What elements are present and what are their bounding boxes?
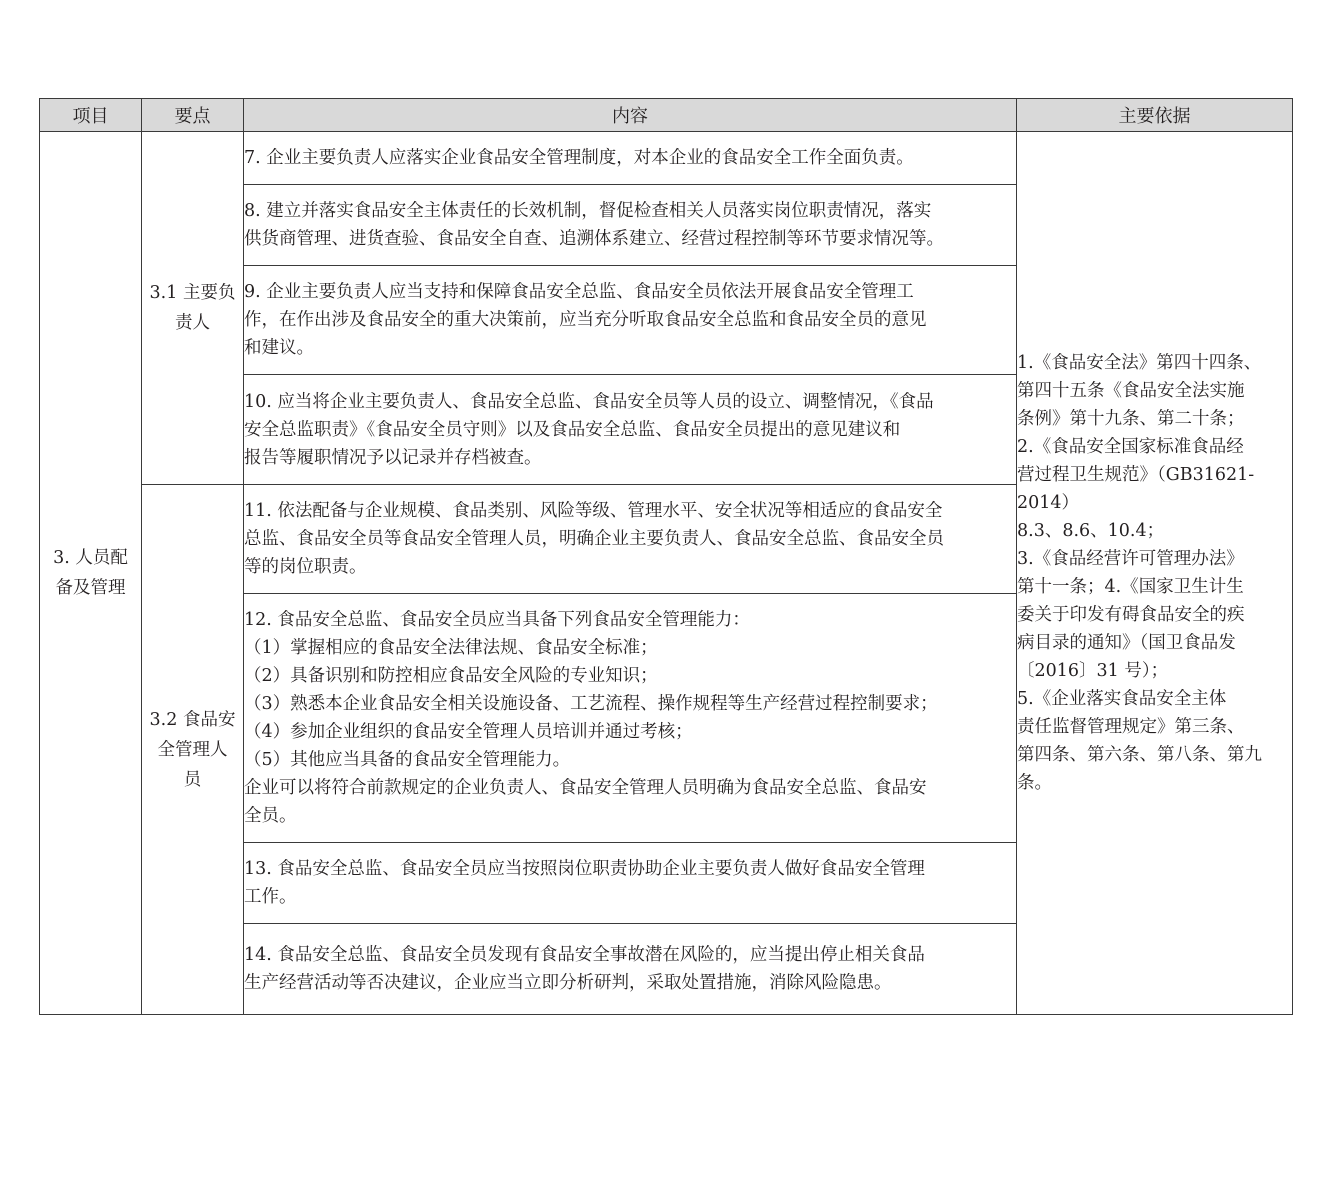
basis-line: 条。 <box>1017 773 1052 793</box>
header-basis: 主要依据 <box>1017 99 1293 132</box>
content-line: 等的岗位职责。 <box>244 557 367 577</box>
point-cell-3-1 <box>142 132 244 485</box>
item-line: 3. 人员配 <box>53 548 128 568</box>
basis-line: 1.《食品安全法》第四十四条、 <box>1017 353 1262 373</box>
point-line: 责人 <box>175 313 210 333</box>
content-line: 8. 建立并落实食品安全主体责任的长效机制，督促检查相关人员落实岗位职责情况，落实 <box>244 201 932 221</box>
basis-line: 营过程卫生规范》（GB31621- <box>1017 465 1255 485</box>
content-line: 工作。 <box>244 887 297 907</box>
basis-line: 2.《食品安全国家标准食品经 <box>1017 437 1244 457</box>
header-item: 项目 <box>40 99 142 132</box>
content-line: 10. 应当将企业主要负责人、食品安全总监、食品安全员等人员的设立、调整情况，《食品 <box>244 391 934 412</box>
content-line: 报告等履职情况予以记录并存档被查。 <box>244 447 542 468</box>
basis-cell <box>1017 132 1293 1015</box>
basis-line: 2014） <box>1017 493 1080 513</box>
content-line: 生产经营活动等否决建议，企业应当立即分析研判，采取处置措施，消除风险隐患。 <box>244 973 892 993</box>
content-line: 全员。 <box>244 806 297 826</box>
point-line: 全管理人 <box>157 739 228 760</box>
basis-line: 委关于印发有碍食品安全的疾 <box>1017 605 1245 625</box>
table-row <box>40 132 1293 185</box>
content-cell-11 <box>244 485 1017 594</box>
content-cell-7 <box>244 132 1017 185</box>
content-line: （2）具备识别和防控相应食品安全风险的专业知识； <box>244 666 658 686</box>
content-line: （4）参加企业组织的食品安全管理人员培训并通过考核； <box>244 722 693 742</box>
header-row <box>40 99 1293 132</box>
content-line: （5）其他应当具备的食品安全管理能力。 <box>244 750 571 770</box>
item-line: 备及管理 <box>55 578 126 598</box>
content-line: 总监、食品安全员等食品安全管理人员，明确企业主要负责人、食品安全总监、食品安全员 <box>244 529 944 549</box>
basis-line: 第十一条；4.《国家卫生计生 <box>1017 577 1244 597</box>
basis-line: 8.3、8.6、10.4； <box>1017 521 1165 541</box>
content-cell-9 <box>244 266 1017 375</box>
content-line: （3）熟悉本企业食品安全相关设施设备、工艺流程、操作规程等生产经营过程控制要求； <box>244 694 938 714</box>
header-point: 要点 <box>142 99 244 132</box>
basis-line: 责任监督管理规定》第三条、 <box>1017 717 1245 737</box>
basis-line: 5.《企业落实食品安全主体 <box>1017 689 1227 709</box>
content-cell-8 <box>244 185 1017 266</box>
content-line: 作，在作出涉及食品安全的重大决策前，应当充分听取食品安全总监和食品安全员的意见 <box>244 310 927 330</box>
content-line: （1）掌握相应的食品安全法律法规、食品安全标准； <box>244 638 658 658</box>
basis-line: 第四条、第六条、第八条、第九 <box>1017 745 1262 765</box>
content-line: 13. 食品安全总监、食品安全员应当按照岗位职责协助企业主要负责人做好食品安全管理 <box>244 859 925 879</box>
point-cell-3-2 <box>142 485 244 1015</box>
basis-line: 病目录的通知》（国卫食品发 <box>1017 633 1236 653</box>
content-line: 企业可以将符合前款规定的企业负责人、食品安全管理人员明确为食品安全总监、食品安 <box>244 778 927 798</box>
content-line: 供货商管理、进货查验、食品安全自查、追溯体系建立、经营过程控制等环节要求情况等。 <box>244 229 944 249</box>
basis-line: 条例》第十九条、第二十条； <box>1017 409 1245 429</box>
content-line: 14. 食品安全总监、食品安全员发现有食品安全事故潜在风险的，应当提出停止相关食品 <box>244 945 925 965</box>
content-line: 7. 企业主要负责人应落实企业食品安全管理制度，对本企业的食品安全工作全面负责。 <box>244 148 914 168</box>
point-line: 3.1 主要负 <box>149 283 236 303</box>
content-line: 12. 食品安全总监、食品安全员应当具备下列食品安全管理能力： <box>244 610 750 630</box>
content-line: 安全总监职责》《食品安全员守则》以及食品安全总监、食品安全员提出的意见建议和 <box>244 419 901 440</box>
requirements-table <box>39 98 1293 1015</box>
content-line: 和建议。 <box>244 338 314 358</box>
content-cell-10 <box>244 375 1017 485</box>
content-line: 9. 企业主要负责人应当支持和保障食品安全总监、食品安全员依法开展食品安全管理工 <box>244 282 914 302</box>
point-line: 员 <box>183 769 202 790</box>
basis-line: 3.《食品经营许可管理办法》 <box>1017 549 1244 569</box>
header-content: 内容 <box>244 99 1017 132</box>
point-line: 3.2 食品安 <box>149 709 236 730</box>
content-cell-14 <box>244 924 1017 1015</box>
content-cell-13 <box>244 843 1017 924</box>
basis-line: 第四十五条《食品安全法实施 <box>1017 381 1245 401</box>
item-cell <box>40 132 142 1015</box>
content-line: 11. 依法配备与企业规模、食品类别、风险等级、管理水平、安全状况等相适应的食品安全 <box>244 501 943 521</box>
content-cell-12 <box>244 594 1017 843</box>
basis-line: 〔2016〕31 号）； <box>1017 661 1169 681</box>
